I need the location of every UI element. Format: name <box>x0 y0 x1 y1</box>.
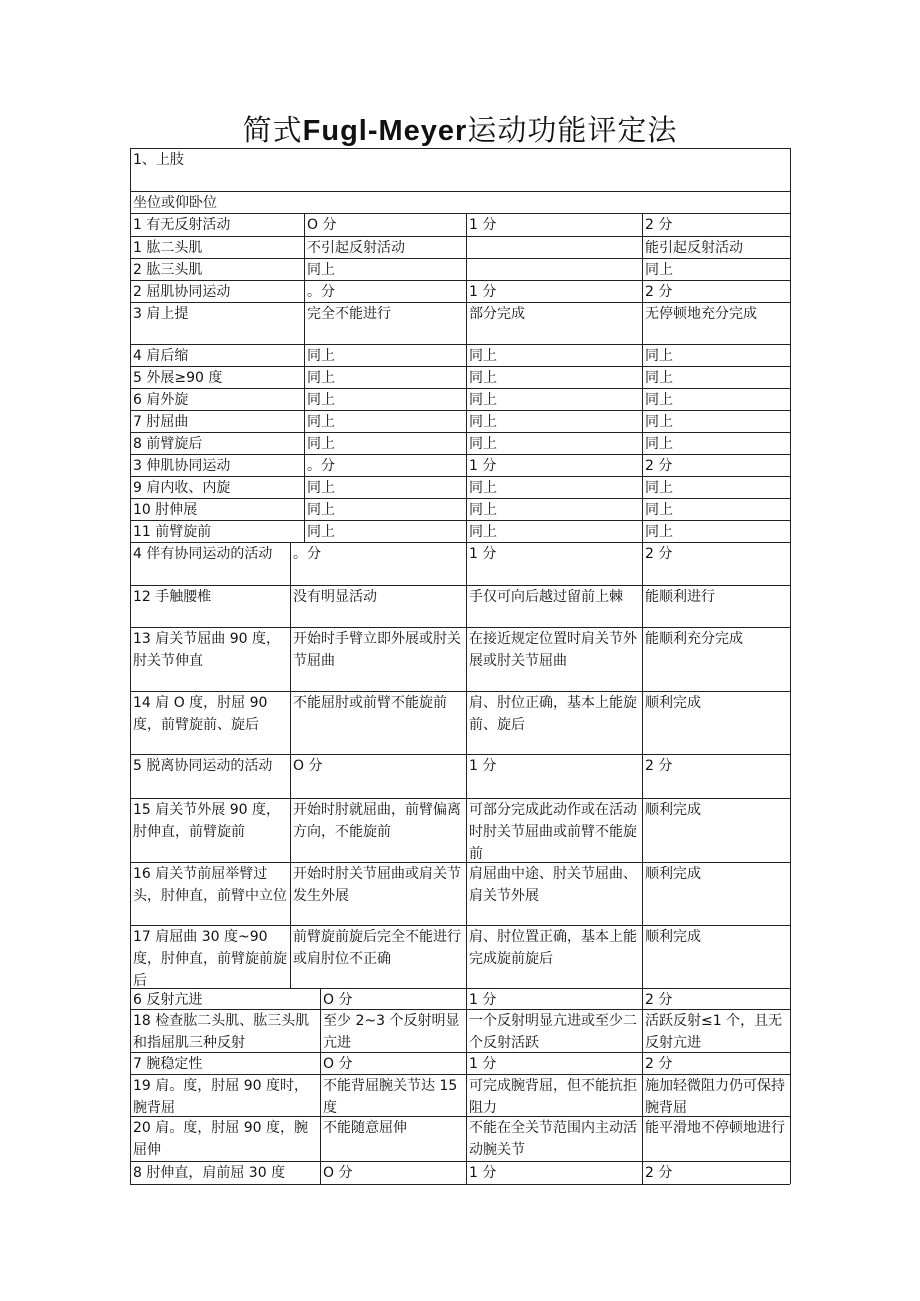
score-0-cell: 同上 <box>307 370 335 386</box>
score-2-cell: 2 分 <box>645 217 673 233</box>
score-0-cell: 开始时手臂立即外展或肘关节屈曲 <box>293 631 461 669</box>
item-cell: 16 肩关节前屈举臂过头，肘伸直，前臂中立位 <box>133 866 287 904</box>
score-1-cell: 同上 <box>469 348 497 364</box>
score-1-cell: 1 分 <box>469 458 497 474</box>
score-0-cell: 同上 <box>307 414 335 430</box>
score-0-cell: 前臂旋前旋后完全不能进行或肩肘位不正确 <box>293 929 461 967</box>
score-2-cell: 同上 <box>645 348 673 364</box>
item-cell: 10 肘伸展 <box>133 502 198 518</box>
score-2-cell: 2 分 <box>645 458 673 474</box>
score-0-cell: O 分 <box>323 992 353 1008</box>
score-1-cell: 同上 <box>469 480 497 496</box>
score-2-cell: 顺利完成 <box>645 929 701 945</box>
score-1-cell: 手仅可向后越过留前上棘 <box>469 589 623 605</box>
page-title <box>130 112 790 149</box>
score-0-cell: 同上 <box>307 348 335 364</box>
score-0-cell: 不能屈肘或前臂不能旋前 <box>293 695 447 711</box>
score-0-cell: O 分 <box>307 217 337 233</box>
score-0-cell: 完全不能进行 <box>307 306 391 322</box>
item-cell: 12 手触腰椎 <box>133 589 212 605</box>
score-0-cell: O 分 <box>323 1056 353 1072</box>
score-2-cell: 顺利完成 <box>645 802 701 818</box>
table-rule <box>130 1184 790 1185</box>
score-1-cell: 1 分 <box>469 217 497 233</box>
score-2-cell: 同上 <box>645 436 673 452</box>
score-1-cell <box>467 259 641 280</box>
position-label: 坐位或仰卧位 <box>133 195 217 211</box>
score-1-cell: 同上 <box>469 414 497 430</box>
score-1-cell: 不能在全关节范围内主动活动腕关节 <box>469 1120 637 1158</box>
score-0-cell: O 分 <box>323 1165 353 1181</box>
score-0-cell: 不引起反射活动 <box>307 240 405 256</box>
score-2-cell: 能平滑地不停顿地进行 <box>645 1120 785 1136</box>
score-2-cell: 能顺利进行 <box>645 589 715 605</box>
score-2-cell: 能引起反射活动 <box>645 240 743 256</box>
item-cell: 1 肱二头肌 <box>133 240 203 256</box>
score-2-cell: 同上 <box>645 414 673 430</box>
score-0-cell: 同上 <box>307 524 335 540</box>
score-0-cell: 至少 2~3 个反射明显亢进 <box>323 1013 460 1051</box>
score-1-cell: 1 分 <box>469 1165 497 1181</box>
score-1-cell: 肩、肘位置正确，基本上能完成旋前旋后 <box>469 929 637 967</box>
score-2-cell: 顺利完成 <box>645 866 701 882</box>
score-1-cell <box>467 237 641 258</box>
score-2-cell: 2 分 <box>645 1056 673 1072</box>
score-1-cell: 1 分 <box>469 284 497 300</box>
item-cell: 1 有无反射活动 <box>133 217 231 233</box>
item-cell: 5 脱离协同运动的活动 <box>133 758 273 774</box>
score-1-cell: 同上 <box>469 524 497 540</box>
score-2-cell: 施加轻微阻力仍可保持腕背屈 <box>645 1078 785 1116</box>
score-1-cell: 同上 <box>469 392 497 408</box>
item-cell: 6 反射亢进 <box>133 992 203 1008</box>
item-cell: 9 肩内收、内旋 <box>133 480 231 496</box>
score-1-cell: 在接近规定位置时肩关节外展或肘关节屈曲 <box>469 631 637 669</box>
score-1-cell: 可完成腕背屈，但不能抗拒阻力 <box>469 1078 637 1116</box>
item-cell: 13 肩关节屈曲 90 度，肘关节伸直 <box>133 631 280 669</box>
score-2-cell: 活跃反射≤1 个，且无反射亢进 <box>645 1013 783 1051</box>
score-2-cell: 2 分 <box>645 992 673 1008</box>
score-2-cell: 同上 <box>645 524 673 540</box>
table-rule <box>790 148 791 1184</box>
score-2-cell: 同上 <box>645 370 673 386</box>
score-0-cell: 不能随意屈伸 <box>323 1120 407 1136</box>
item-cell: 7 腕稳定性 <box>133 1056 203 1072</box>
score-1-cell: 肩、肘位正确，基本上能旋前、旋后 <box>469 695 637 733</box>
item-cell: 3 伸肌协同运动 <box>133 458 231 474</box>
score-0-cell: 开始时肘关节屈曲或肩关节发生外展 <box>293 866 461 904</box>
score-1-cell: 同上 <box>469 436 497 452</box>
score-2-cell: 同上 <box>645 262 673 278</box>
item-cell: 3 肩上提 <box>133 306 189 322</box>
item-cell: 8 肘伸直，肩前屈 30 度 <box>133 1165 286 1181</box>
score-0-cell: 开始时肘就屈曲，前臂偏离方向，不能旋前 <box>293 802 461 840</box>
item-cell: 4 肩后缩 <box>133 348 189 364</box>
item-cell: 6 肩外旋 <box>133 392 189 408</box>
score-0-cell: 没有明显活动 <box>293 589 377 605</box>
score-2-cell: 同上 <box>645 392 673 408</box>
item-cell: 15 肩关节外展 90 度，肘伸直，前臂旋前 <box>133 802 280 840</box>
score-0-cell: 不能背屈腕关节达 15 度 <box>323 1078 458 1116</box>
score-2-cell: 2 分 <box>645 284 673 300</box>
score-1-cell: 肩屈曲中途、肘关节屈曲、肩关节外展 <box>469 866 637 904</box>
item-cell: 17 肩屈曲 30 度~90 度，肘伸直，前臂旋前旋后 <box>133 929 287 988</box>
score-2-cell: 能顺利充分完成 <box>645 631 743 647</box>
item-cell: 20 肩。度，肘屈 90 度，腕屈伸 <box>133 1120 308 1158</box>
score-0-cell: 同上 <box>307 436 335 452</box>
item-cell: 4 伴有协同运动的活动 <box>133 546 273 562</box>
score-1-cell: 同上 <box>469 502 497 518</box>
item-cell: 2 屈肌协同运动 <box>133 284 231 300</box>
score-0-cell: 。分 <box>307 458 335 474</box>
score-1-cell: 1 分 <box>469 992 497 1008</box>
item-cell: 5 外展≥90 度 <box>133 370 223 386</box>
title-scale-name: Fugl-Meyer <box>302 115 468 147</box>
score-1-cell: 1 分 <box>469 1056 497 1072</box>
score-0-cell: 。分 <box>293 546 321 562</box>
item-cell: 2 肱三头肌 <box>133 262 203 278</box>
score-1-cell: 部分完成 <box>469 306 525 322</box>
item-cell: 8 前臂旋后 <box>133 436 203 452</box>
score-0-cell: O 分 <box>293 758 323 774</box>
score-2-cell: 同上 <box>645 480 673 496</box>
assessment-table <box>130 148 790 1184</box>
score-2-cell: 2 分 <box>645 546 673 562</box>
section-heading: 1、上肢 <box>133 152 184 168</box>
item-cell: 18 检查肱二头肌、肱三头肌和指屈肌三种反射 <box>133 1013 310 1051</box>
score-2-cell: 2 分 <box>645 758 673 774</box>
score-0-cell: 同上 <box>307 480 335 496</box>
item-cell: 7 肘屈曲 <box>133 414 189 430</box>
score-1-cell: 1 分 <box>469 758 497 774</box>
score-0-cell: 同上 <box>307 262 335 278</box>
title-suffix: 运动功能评定法 <box>467 113 678 147</box>
score-2-cell: 无停顿地充分完成 <box>645 306 757 322</box>
score-0-cell: 同上 <box>307 392 335 408</box>
item-cell: 14 肩 O 度，肘屈 90 度，前臂旋前、旋后 <box>133 695 268 733</box>
item-cell: 11 前臂旋前 <box>133 524 212 540</box>
score-1-cell: 可部分完成此动作或在活动时肘关节屈曲或前臂不能旋前 <box>469 802 637 862</box>
score-2-cell: 顺利完成 <box>645 695 701 711</box>
title-prefix: 简式 <box>242 113 303 147</box>
score-1-cell: 1 分 <box>469 546 497 562</box>
score-2-cell: 同上 <box>645 502 673 518</box>
score-1-cell: 同上 <box>469 370 497 386</box>
item-cell: 19 肩。度，肘屈 90 度时，腕背屈 <box>133 1078 308 1116</box>
score-0-cell: 同上 <box>307 502 335 518</box>
score-2-cell: 2 分 <box>645 1165 673 1181</box>
score-1-cell: 一个反射明显亢进或至少二个反射活跃 <box>469 1013 637 1051</box>
score-0-cell: 。分 <box>307 284 335 300</box>
